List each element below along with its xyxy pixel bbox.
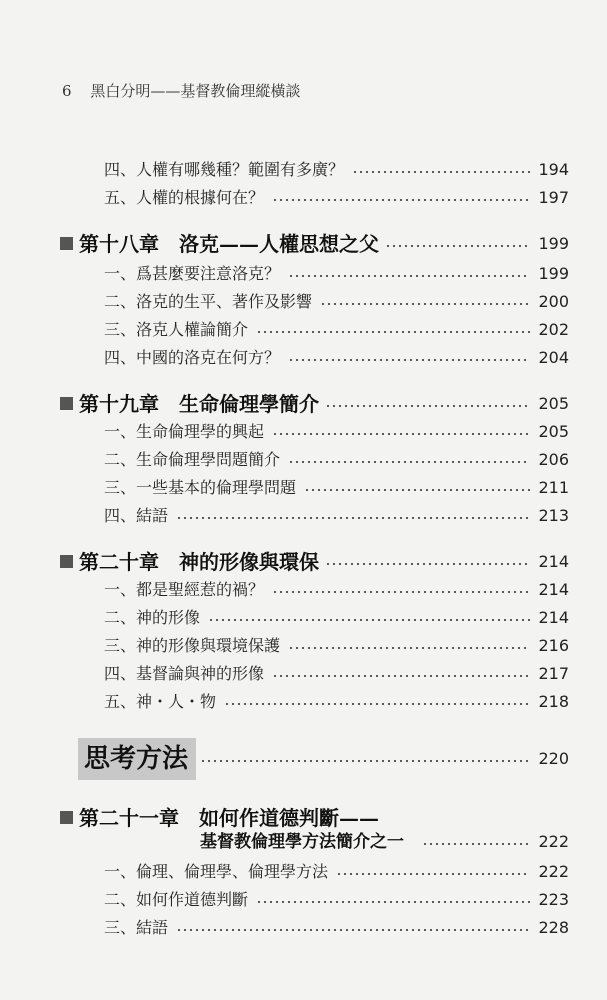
section-row (0, 504, 607, 528)
chapter-page: 214 (538, 552, 569, 571)
section-page: 223 (538, 890, 569, 909)
section-row (0, 448, 607, 472)
section-row (0, 690, 607, 714)
dot-leader (272, 591, 530, 593)
section-row (0, 262, 607, 286)
dot-leader (385, 245, 530, 247)
dot-leader (288, 359, 530, 361)
chapter21-page: 222 (538, 832, 569, 851)
dot-leader (200, 760, 530, 762)
section-label: 一、爲甚麼要注意洛克？ (104, 264, 281, 283)
section-label: 四、基督論與神的形像 (104, 664, 265, 683)
section-row (0, 578, 607, 602)
dot-leader (288, 647, 530, 649)
section-label: 三、一些基本的倫理學問題 (104, 478, 297, 497)
chapter21-title: 第二十一章 如何作道德判斷—— (60, 806, 379, 830)
dot-leader (256, 331, 530, 333)
dot-leader (288, 461, 530, 463)
section-row (0, 318, 607, 342)
chapter-row (0, 550, 607, 574)
chapter-bullet (60, 811, 73, 824)
dot-leader (325, 405, 530, 407)
section-label: 二、神的形像 (104, 608, 201, 627)
dot-leader (304, 489, 530, 491)
section-page: 222 (538, 862, 569, 881)
part-row (0, 747, 607, 771)
dot-leader (288, 275, 530, 277)
section-label: 二、生命倫理學問題簡介 (104, 450, 281, 469)
section-row (0, 606, 607, 630)
chapter-label: 第十八章 洛克——人權思想之父 (60, 232, 379, 256)
dot-leader (272, 199, 530, 201)
section-row (0, 290, 607, 314)
section-row (0, 888, 607, 912)
section-page: 214 (538, 608, 569, 627)
section-page: 199 (538, 264, 569, 283)
chapter21-subtitle-row (0, 830, 607, 854)
section-page: 206 (538, 450, 569, 469)
section-label: 二、如何作道德判斷 (104, 890, 249, 909)
part-title: 思考方法 (84, 744, 189, 774)
dot-leader (256, 901, 530, 903)
section-label: 一、生命倫理學的興起 (104, 422, 265, 441)
section-page: 204 (538, 348, 569, 367)
dot-leader (422, 843, 530, 845)
section-row (0, 916, 607, 940)
book-title: 黑白分明——基督教倫理縱橫談 (90, 82, 301, 100)
section-page: 218 (538, 692, 569, 711)
dot-leader (176, 517, 530, 519)
dot-leader (325, 563, 530, 565)
dot-leader (272, 675, 530, 677)
chapter-label: 第十九章 生命倫理學簡介 (60, 392, 319, 416)
section-page: 205 (538, 422, 569, 441)
section-label: 二、洛克的生平、著作及影響 (104, 292, 313, 311)
section-page: 197 (538, 188, 569, 207)
section-page: 202 (538, 320, 569, 339)
section-row (0, 420, 607, 444)
section-page: 211 (538, 478, 569, 497)
chapter-label: 第二十章 神的形像與環保 (60, 550, 319, 574)
section-row (0, 634, 607, 658)
dot-leader (176, 929, 530, 931)
section-row (0, 186, 607, 210)
section-label: 五、人權的根據何在？ (104, 188, 265, 207)
section-row (0, 158, 607, 182)
chapter-bullet (60, 397, 73, 410)
section-label: 四、中國的洛克在何方？ (104, 348, 281, 367)
chapter-page: 199 (538, 234, 569, 253)
dot-leader (224, 703, 530, 705)
section-row (0, 860, 607, 884)
part-page: 220 (538, 749, 569, 768)
section-row (0, 346, 607, 370)
section-label: 四、結語 (104, 506, 169, 525)
chapter-bullet (60, 237, 73, 250)
dot-leader (208, 619, 530, 621)
chapter-page: 205 (538, 394, 569, 413)
chapter21-subtitle: 基督教倫理學方法簡介之一 (200, 832, 404, 852)
section-page: 214 (538, 580, 569, 599)
section-page: 216 (538, 636, 569, 655)
dot-leader (320, 303, 530, 305)
section-label: 四、人權有哪幾種？範圍有多廣？ (104, 160, 345, 179)
section-label: 一、都是聖經惹的禍？ (104, 580, 265, 599)
section-page: 194 (538, 160, 569, 179)
section-label: 三、結語 (104, 918, 169, 937)
section-page: 228 (538, 918, 569, 937)
running-head (62, 80, 300, 101)
dot-leader (352, 171, 530, 173)
chapter-row (0, 392, 607, 416)
section-page: 213 (538, 506, 569, 525)
dot-leader (272, 433, 530, 435)
section-label: 三、神的形像與環境保護 (104, 636, 281, 655)
section-label: 五、神・人・物 (104, 692, 217, 711)
section-row (0, 662, 607, 686)
section-row (0, 476, 607, 500)
section-page: 217 (538, 664, 569, 683)
chapter-row (0, 232, 607, 256)
section-page: 200 (538, 292, 569, 311)
section-label: 一、倫理、倫理學、倫理學方法 (104, 862, 329, 881)
dot-leader (336, 873, 530, 875)
chapter-bullet (60, 555, 73, 568)
page-number: 6 (62, 82, 72, 100)
section-label: 三、洛克人權論簡介 (104, 320, 249, 339)
chapter21-title-row (0, 806, 607, 830)
